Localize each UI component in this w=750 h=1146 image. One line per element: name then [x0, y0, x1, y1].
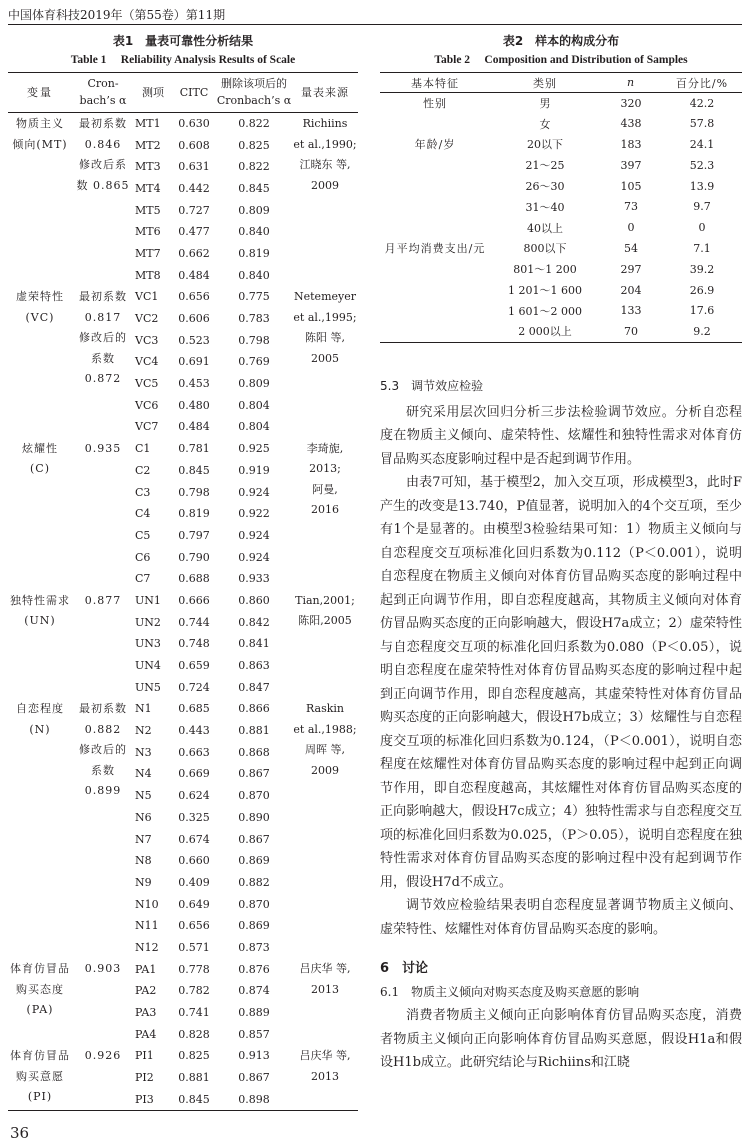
table1-citc-cell: 0.778 [178, 962, 210, 976]
table2-feature-cell [380, 280, 490, 301]
table1-alpha-deleted-cell: 0.866 [238, 702, 270, 716]
table1-alpha-cell: 0.935 [84, 441, 122, 455]
table2-feature-cell [380, 321, 490, 342]
table1-item-cell: PA3 [135, 1006, 157, 1020]
table1-alpha-deleted-cell: 0.822 [238, 117, 270, 131]
table1-citc-cell: 0.477 [178, 225, 210, 239]
table1-alpha-cell: 最初系数 0.846 修改后系 数 0.865 [76, 117, 130, 192]
table1-alpha-deleted-cell: 0.881 [238, 724, 270, 738]
table1-alpha-deleted-cell: 0.809 [238, 203, 270, 217]
table1-alpha-deleted-cell: 0.840 [238, 268, 270, 282]
table1-item-cell: UN5 [135, 680, 161, 694]
table1-caption-en: Table 1 Reliability Analysis Results of Scale [70, 54, 296, 66]
table1-alpha-deleted-cell: 0.857 [238, 1027, 270, 1041]
table1-citc-cell: 0.741 [178, 1006, 210, 1020]
table1-alpha-deleted-cell: 0.822 [238, 160, 270, 174]
table1-alpha-deleted-cell: 0.876 [238, 962, 270, 976]
table1-citc-cell: 0.442 [178, 181, 210, 195]
table1-citc-cell: 0.649 [178, 897, 210, 911]
table1-header-cell: 删除该项后的 Cronbach’s α [216, 73, 292, 113]
table1-alpha-deleted-cell: 0.874 [238, 984, 270, 998]
table1-citc-cell: 0.790 [178, 550, 210, 564]
table1-row [8, 590, 358, 612]
table1-alpha-deleted-cell: 0.798 [238, 333, 270, 347]
table1-citc-cell: 0.798 [178, 485, 210, 499]
table2-n-cell: 397 [620, 158, 642, 172]
table1-alpha-deleted-cell: 0.873 [238, 940, 270, 954]
table1-citc-cell: 0.453 [178, 377, 210, 391]
table2-percent-cell: 57.8 [689, 117, 715, 131]
table1-citc-cell: 0.691 [178, 355, 210, 369]
header-rule [8, 24, 742, 25]
table2-n-cell: 320 [620, 96, 642, 110]
table1-alpha-deleted-cell: 0.924 [238, 528, 270, 542]
table1-alpha-deleted-cell: 0.924 [238, 485, 270, 499]
table2-category-cell: 1 201～1 600 [508, 284, 582, 298]
table2 [380, 72, 742, 343]
table2-feature-cell [380, 300, 490, 321]
table1-alpha-deleted-cell: 0.847 [238, 680, 270, 694]
table1-variable-cell: 虚荣特性 (VC) [16, 290, 64, 324]
table1-citc-cell: 0.828 [178, 1027, 210, 1041]
table1-citc-cell: 0.606 [178, 312, 210, 326]
table1-alpha-deleted-cell: 0.819 [238, 246, 270, 260]
table1-item-cell: N4 [135, 767, 152, 781]
table1-citc-cell: 0.688 [178, 572, 210, 586]
table1-item-cell: N3 [135, 745, 152, 759]
table1-item-cell: N8 [135, 854, 152, 868]
table1-item-cell: VC7 [135, 420, 159, 434]
table1-item-cell: N6 [135, 810, 152, 824]
table1-source-cell: 李琦旎, 2013; 阿曼, 2016 [306, 441, 344, 517]
paragraph: 调节效应检验结果表明自恋程度显著调节物质主义倾向、虚荣特性、炫耀性对体育仿冒品购买态度的影响。 [380, 898, 742, 937]
table2-category-cell: 801～1 200 [513, 263, 577, 277]
table2-row [380, 155, 742, 176]
table1-alpha-deleted-cell: 0.919 [238, 463, 270, 477]
table1-citc-cell: 0.881 [178, 1071, 210, 1085]
table1-item-cell: MT7 [135, 246, 161, 260]
table2-percent-cell: 7.1 [693, 241, 711, 255]
table2-row [380, 217, 742, 238]
table1-alpha-deleted-cell: 0.868 [238, 745, 270, 759]
table2-row [380, 196, 742, 217]
table1-item-cell: N5 [135, 789, 152, 803]
table2-header-cell: 百分比/% [662, 73, 742, 93]
table1-item-cell: PI2 [135, 1071, 154, 1085]
table2-n-cell: 204 [620, 283, 642, 297]
table2-percent-cell: 24.1 [689, 137, 715, 151]
table2-percent-cell: 0 [698, 221, 706, 235]
table1-item-cell: VC1 [135, 290, 159, 304]
table1-row [8, 958, 358, 980]
table2-row [380, 134, 742, 155]
table1-citc-cell: 0.656 [178, 290, 210, 304]
table1-citc-cell: 0.782 [178, 984, 210, 998]
table1-header-cell: CITC [172, 73, 216, 113]
table2-header-cell: n [600, 73, 662, 93]
table1-citc-cell: 0.659 [178, 659, 210, 673]
table1-header-cell: Cron- bach’s α [72, 73, 134, 113]
table1 [8, 72, 358, 1111]
table1-alpha-cell: 0.926 [84, 1049, 122, 1063]
table1-item-cell: VC3 [135, 333, 159, 347]
table1-citc-cell: 0.825 [178, 1049, 210, 1063]
table1-alpha-deleted-cell: 0.783 [238, 312, 270, 326]
table1-citc-cell: 0.845 [178, 1092, 210, 1106]
table1-alpha-deleted-cell: 0.845 [238, 181, 270, 195]
table1-alpha-deleted-cell: 0.769 [238, 355, 270, 369]
table1-alpha-deleted-cell: 0.867 [238, 1071, 270, 1085]
table1-item-cell: C2 [135, 463, 151, 477]
table1-citc-cell: 0.409 [178, 875, 210, 889]
table1-variable-cell: 自恋程度 (N) [16, 702, 64, 736]
table1-citc-cell: 0.571 [178, 940, 210, 954]
table2-category-cell: 男 [539, 97, 551, 111]
table2-feature-cell: 性别 [423, 97, 447, 111]
table2-n-cell: 54 [624, 241, 638, 255]
table1-caption-cn: 表1 量表可靠性分析结果 [112, 34, 254, 48]
table1-item-cell: MT3 [135, 160, 161, 174]
table2-percent-cell: 26.9 [689, 283, 715, 297]
table2-feature-cell [380, 259, 490, 280]
table1-source-cell: 吕庆华 等, 2013 [299, 1049, 351, 1083]
table2-percent-cell: 42.2 [689, 96, 715, 110]
table1-alpha-cell: 最初系数 0.817 修改后的 系数 0.872 [79, 290, 127, 385]
table2-n-cell: 105 [620, 179, 642, 193]
table2-block [380, 32, 742, 343]
table1-source-cell: Raskin et al.,1988; 周晖 等, 2009 [293, 702, 357, 777]
table1-item-cell: C7 [135, 572, 151, 586]
table1-item-cell: VC5 [135, 377, 159, 391]
table2-category-cell: 20以下 [527, 138, 563, 152]
table1-citc-cell: 0.744 [178, 615, 210, 629]
table1-item-cell: C5 [135, 528, 151, 542]
table1-alpha-deleted-cell: 0.924 [238, 550, 270, 564]
table1-item-cell: VC4 [135, 355, 159, 369]
table1-alpha-deleted-cell: 0.804 [238, 420, 270, 434]
table1-alpha-deleted-cell: 0.869 [238, 919, 270, 933]
table1-item-cell: C4 [135, 507, 151, 521]
table1-source-cell: Tian,2001; 陈阳,2005 [295, 593, 355, 628]
table2-row [380, 176, 742, 197]
table1-citc-cell: 0.608 [178, 138, 210, 152]
table1-citc-cell: 0.685 [178, 702, 210, 716]
table1-item-cell: UN3 [135, 637, 161, 651]
table1-item-cell: MT6 [135, 225, 161, 239]
table2-row [380, 280, 742, 301]
journal-header: 中国体育科技2019年（第55卷）第11期 [8, 8, 226, 22]
table1-header-row [8, 73, 358, 113]
table1-alpha-deleted-cell: 0.842 [238, 615, 270, 629]
table1-item-cell: MT2 [135, 138, 161, 152]
table1-alpha-deleted-cell: 0.804 [238, 398, 270, 412]
table2-row [380, 300, 742, 321]
table1-item-cell: C1 [135, 442, 151, 456]
table1-alpha-deleted-cell: 0.889 [238, 1006, 270, 1020]
table1-citc-cell: 0.819 [178, 507, 210, 521]
table1-variable-cell: 体育仿冒品 购买意愿 (PI) [10, 1049, 70, 1104]
table1-citc-cell: 0.660 [178, 854, 210, 868]
table1-citc-cell: 0.624 [178, 789, 210, 803]
table2-feature-cell [380, 176, 490, 197]
table1-alpha-deleted-cell: 0.867 [238, 767, 270, 781]
table1-block [8, 32, 358, 1111]
table2-category-cell: 2 000以上 [518, 325, 572, 339]
table1-item-cell: UN4 [135, 659, 161, 673]
table1-citc-cell: 0.662 [178, 246, 210, 260]
table1-alpha-deleted-cell: 0.882 [238, 875, 270, 889]
table1-item-cell: N7 [135, 832, 152, 846]
table2-n-cell: 133 [620, 304, 642, 318]
table1-header-cell: 量表来源 [292, 73, 358, 113]
table1-citc-cell: 0.781 [178, 442, 210, 456]
table1-row [8, 438, 358, 460]
table1-citc-cell: 0.845 [178, 463, 210, 477]
table1-citc-cell: 0.484 [178, 268, 210, 282]
table1-alpha-deleted-cell: 0.933 [238, 572, 270, 586]
table2-row [380, 259, 742, 280]
table2-n-cell: 70 [624, 324, 638, 338]
table1-citc-cell: 0.669 [178, 767, 210, 781]
table1-citc-cell: 0.523 [178, 333, 210, 347]
table1-alpha-deleted-cell: 0.860 [238, 593, 270, 607]
table2-category-cell: 女 [539, 117, 551, 131]
table1-item-cell: C6 [135, 550, 151, 564]
table2-n-cell: 0 [627, 221, 635, 235]
table1-alpha-cell: 0.877 [84, 593, 122, 607]
table1-alpha-deleted-cell: 0.870 [238, 897, 270, 911]
table1-item-cell: PA2 [135, 984, 157, 998]
table2-category-cell: 21～25 [525, 159, 565, 173]
table1-item-cell: PA4 [135, 1027, 157, 1041]
paragraph: 消费者物质主义倾向正向影响体育仿冒品购买态度，消费者物质主义倾向正向影响体育仿冒品购买意愿，假设H1a和假设H1b成立。此研究结论与Richiins和江晓 [380, 1008, 742, 1070]
table2-percent-cell: 17.6 [689, 304, 715, 318]
table1-alpha-deleted-cell: 0.863 [238, 659, 270, 673]
table2-category-cell: 31～40 [525, 200, 565, 214]
table1-alpha-deleted-cell: 0.898 [238, 1092, 270, 1106]
section-heading-6-1: 6.1 物质主义倾向对购买态度及购买意愿的影响 [380, 984, 640, 999]
table1-citc-cell: 0.656 [178, 919, 210, 933]
table1-citc-cell: 0.724 [178, 680, 210, 694]
table1-variable-cell: 独特性需求 (UN) [10, 593, 70, 628]
table1-item-cell: UN2 [135, 615, 161, 629]
table1-item-cell: UN1 [135, 593, 161, 607]
table2-caption-cn: 表2 样本的构成分布 [502, 34, 620, 48]
table1-item-cell: C3 [135, 485, 151, 499]
table1-header-cell: 测项 [134, 73, 172, 113]
section-heading-5-3: 5.3 调节效应检验 [380, 379, 484, 393]
table1-alpha-cell: 0.903 [84, 962, 122, 976]
table1-item-cell: MT8 [135, 268, 161, 282]
page-number: 36 [10, 1124, 30, 1142]
table2-feature-cell: 年龄/岁 [414, 138, 456, 152]
table1-alpha-cell: 最初系数 0.882 修改后的 系数 0.899 [79, 702, 127, 798]
table2-n-cell: 183 [620, 137, 642, 151]
table1-citc-cell: 0.631 [178, 160, 210, 174]
table2-percent-cell: 13.9 [689, 179, 715, 193]
table2-feature-cell [380, 196, 490, 217]
table1-item-cell: PI3 [135, 1092, 154, 1106]
table1-citc-cell: 0.666 [178, 593, 210, 607]
table1-alpha-deleted-cell: 0.922 [238, 507, 270, 521]
table2-row [380, 238, 742, 259]
table1-alpha-deleted-cell: 0.913 [238, 1049, 270, 1063]
table1-citc-cell: 0.480 [178, 398, 210, 412]
paragraph: 由表7可知，基于模型2，加入交互项，形成模型3，此时F产生的改变是13.740，P值显著，说明加入的4个交互项，至少有1个是显著的。由模型3检验结果可知：1）物质主义倾向与自恋程度交互项标准化回归系数为0.112（P＜0.001），说明自恋程度在物质主义倾向对体育仿冒品购买态度的影响过程中起到正向调节作用，即自恋程度越高，其物质主义倾向对体育仿冒品购买态度的正向影响越大，假设H7a成立；2）虚荣特性与自恋程度交互项的标准化回归系数为0.080（P＜0.05），说明自恋程度在虚荣特性对体育仿冒品购买态度的影响过程中起到正向调节作用，即自恋程度越高，其虚荣特性对体育仿冒品购买态度的正向影响越大，假设H7b成立；3）炫耀性与自恋程度交互项的标准化回归系数为0.124，（P＜0.001），说明自恋程度在炫耀性对体育仿冒品购买态度的影响过程中起到正向调节作用，即自恋程度越高，其炫耀性对体育仿冒品购买态度的正向影响越大，假设H7c成立；4）独特性需求与自恋程度交互项的标准化回归系数为0.025，（P＞0.05），说明自恋程度在独特性需求对体育仿冒品购买态度的影响过程中没有起到调节作用，假设H7d不成立。 [380, 475, 742, 890]
table2-category-cell: 26～30 [525, 180, 565, 194]
table1-citc-cell: 0.727 [178, 203, 210, 217]
table1-alpha-deleted-cell: 0.870 [238, 789, 270, 803]
table1-row [8, 113, 358, 135]
table1-item-cell: VC2 [135, 312, 159, 326]
table1-item-cell: N2 [135, 724, 152, 738]
table2-category-cell: 40以上 [527, 221, 563, 235]
table2-category-cell: 800以下 [523, 242, 567, 256]
table1-item-cell: N11 [135, 919, 159, 933]
table1-row [8, 1045, 358, 1067]
table1-alpha-deleted-cell: 0.869 [238, 854, 270, 868]
table1-citc-cell: 0.748 [178, 637, 210, 651]
table1-row [8, 698, 358, 720]
table2-header-row [380, 73, 742, 93]
table2-percent-cell: 52.3 [689, 158, 715, 172]
table1-variable-cell: 体育仿冒品 购买态度 (PA) [10, 962, 70, 1017]
table1-citc-cell: 0.443 [178, 724, 210, 738]
table1-item-cell: PA1 [135, 962, 157, 976]
table1-citc-cell: 0.325 [178, 810, 210, 824]
table1-variable-cell: 物质主义 倾向(MT) [12, 117, 68, 151]
table2-n-cell: 297 [620, 262, 642, 276]
table1-alpha-deleted-cell: 0.825 [238, 138, 270, 152]
table1-alpha-deleted-cell: 0.809 [238, 377, 270, 391]
table2-feature-cell: 月平均消费支出/元 [384, 242, 486, 256]
table2-caption-en: Table 2 Composition and Distribution of Samples [434, 54, 688, 66]
table1-source-cell: Netemeyer et al.,1995; 陈阳 等, 2005 [293, 290, 357, 365]
section-heading-6: 6 讨论 [380, 961, 429, 976]
table1-source-cell: Richiins et al.,1990; 江晓东 等, 2009 [293, 117, 357, 192]
table1-item-cell: VC6 [135, 398, 159, 412]
table1-alpha-deleted-cell: 0.841 [238, 637, 270, 651]
table1-item-cell: N9 [135, 875, 152, 889]
table1-citc-cell: 0.797 [178, 528, 210, 542]
table1-item-cell: PI1 [135, 1049, 154, 1063]
table1-item-cell: N1 [135, 702, 152, 716]
table2-category-cell: 1 601～2 000 [508, 304, 582, 318]
table2-feature-cell [380, 217, 490, 238]
table1-item-cell: MT1 [135, 117, 161, 131]
table2-percent-cell: 9.2 [693, 324, 711, 338]
table1-citc-cell: 0.630 [178, 117, 210, 131]
table2-n-cell: 438 [620, 117, 642, 131]
paragraph: 研究采用层次回归分析三步法检验调节效应。分析自恋程度在物质主义倾向、虚荣特性、炫耀性和独特性需求对体育仿冒品购买态度影响过程中是否起到调节作用。 [380, 404, 742, 467]
table1-citc-cell: 0.663 [178, 745, 210, 759]
table1-item-cell: MT5 [135, 203, 161, 217]
table2-percent-cell: 9.7 [693, 200, 711, 214]
table1-item-cell: N10 [135, 897, 159, 911]
body-text [380, 375, 742, 1075]
table1-source-cell: 吕庆华 等, 2013 [299, 962, 351, 996]
table1-citc-cell: 0.484 [178, 420, 210, 434]
table1-alpha-deleted-cell: 0.890 [238, 810, 270, 824]
table2-row [380, 321, 742, 342]
table1-row [8, 286, 358, 308]
table2-feature-cell [380, 155, 490, 176]
table1-header-cell: 变量 [8, 73, 72, 113]
table1-alpha-deleted-cell: 0.840 [238, 225, 270, 239]
table1-item-cell: MT4 [135, 181, 161, 195]
table2-row [380, 113, 742, 134]
table1-alpha-deleted-cell: 0.925 [238, 442, 270, 456]
table1-alpha-deleted-cell: 0.867 [238, 832, 270, 846]
table1-item-cell: N12 [135, 940, 159, 954]
table2-feature-cell [380, 113, 490, 134]
table2-percent-cell: 39.2 [689, 262, 715, 276]
table1-variable-cell: 炫耀性 (C) [22, 441, 58, 476]
table1-citc-cell: 0.674 [178, 832, 210, 846]
table2-row [380, 93, 742, 114]
table1-alpha-deleted-cell: 0.775 [238, 290, 270, 304]
table2-header-cell: 类别 [490, 73, 600, 93]
table2-n-cell: 73 [624, 200, 638, 214]
table2-header-cell: 基本特征 [380, 73, 490, 93]
